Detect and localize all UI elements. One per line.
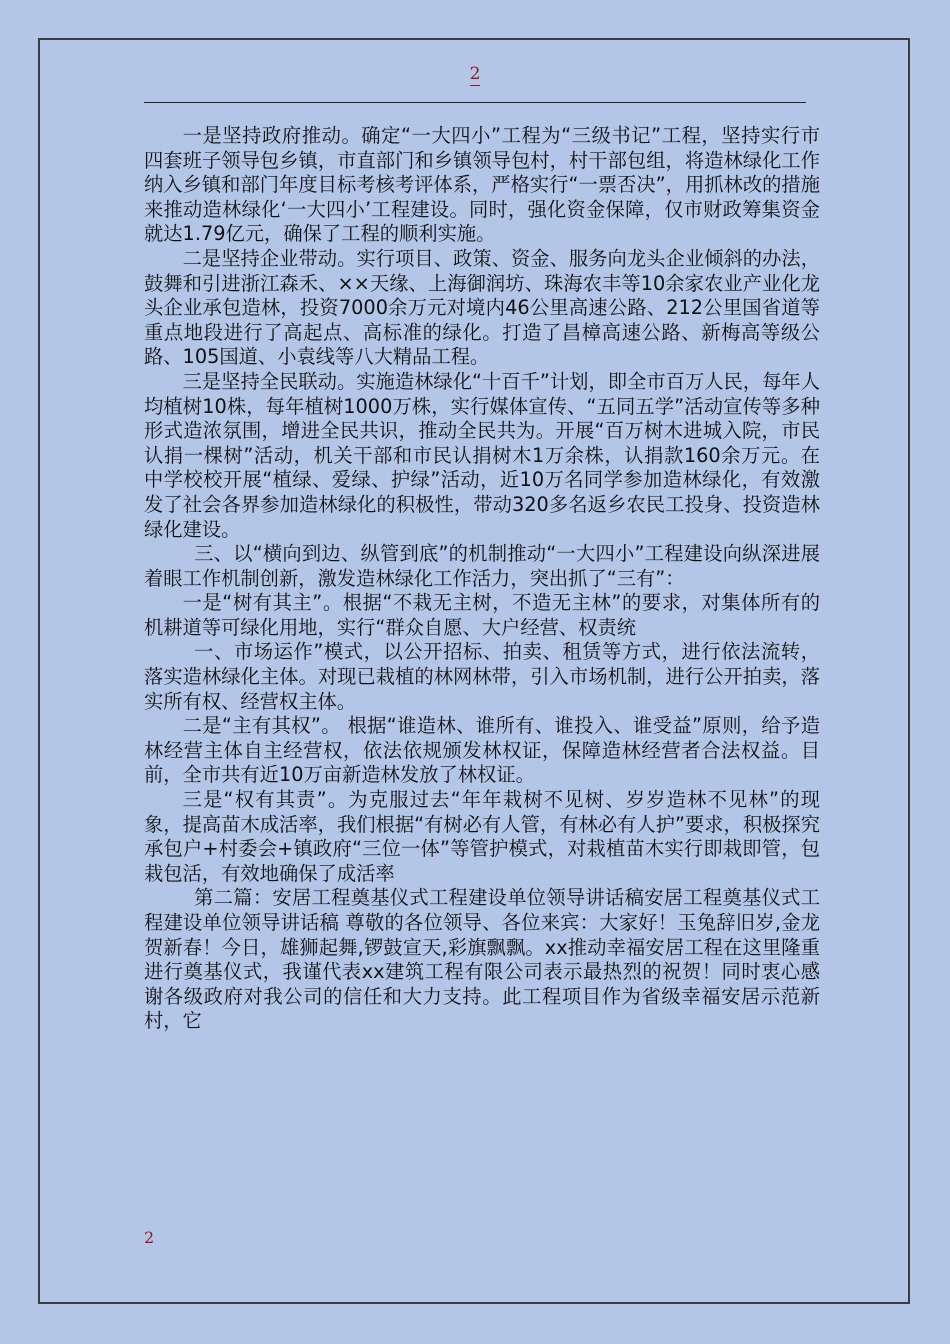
paragraph-market-operation: 一、市场运作”模式，以公开招标、拍卖、租赁等方式，进行依法流转，落实造林绿化主体。对现已栽植的林网林带，引入市场机制，进行公开拍卖，落实所有权、经营权主体。 bbox=[144, 640, 820, 713]
header-page-number-text: 2 bbox=[469, 64, 481, 84]
paragraph-public-linkage: 三是坚持全民联动。实施造林绿化“十百千”计划，即全市百万人民，每年人均植树10株，每年植树1000万株，实行媒体宣传、“五同五学”活动宣传等多种形式造浓氛围，增进全民共识，推动全民共为。开展“百万树木进城入院，市民认捐一棵树”活动，机关干部和市民认捐树木1万余株，认捐款160余万元。在中学校校开展“植绿、爱绿、护绿”活动，近10万名同学参加造林绿化，有效激发了社会各界参加造林绿化的积极性，带动320多名返乡农民工投身、投资造林绿化建设。 bbox=[144, 369, 820, 541]
header-page-number bbox=[0, 64, 950, 84]
paragraph-second-article: 第二篇：安居工程奠基仪式工程建设单位领导讲话稿安居工程奠基仪式工程建设单位领导讲话稿 尊敬的各位领导、各位来宾：大家好！玉兔辞旧岁,金龙贺新春！今日，雄狮起舞,锣鼓宣天,彩旗飘飘。xx推动幸福安居工程在这里隆重进行奠基仪式，我谨代表xx建筑工程有限公司表示最热烈的祝贺！同时衷心感谢各级政府对我公司的信任和大力支持。此工程项目作为省级幸福安居示范新村，它 bbox=[144, 886, 820, 1033]
header-rule bbox=[144, 102, 806, 103]
paragraph-mechanism-section: 三、以“横向到边、纵管到底”的机制推动“一大四小”工程建设向纵深进展着眼工作机制创新，激发造林绿化工作活力，突出抓了“三有”： bbox=[144, 542, 820, 590]
paragraph-tree-has-owner: 一是“树有其主”。根据“不栽无主树，不造无主林”的要求，对集体所有的机耕道等可绿化用地，实行“群众自愿、大户经营、权责统 bbox=[144, 591, 820, 639]
paragraph-enterprise-drive: 二是坚持企业带动。实行项目、政策、资金、服务向龙头企业倾斜的办法，鼓舞和引进浙江森禾、××天缘、上海御润坊、珠海农丰等10余家农业产业化龙头企业承包造林，投资7000余万元对境内46公里高速公路、212公里国省道等重点地段进行了高起点、高标准的绿化。打造了昌樟高速公路、新梅高等级公路、105国道、小袁线等八大精品工程。 bbox=[144, 246, 820, 369]
paragraph-owner-has-right: 二是“主有其权”。 根据“谁造林、谁所有、谁投入、谁受益”原则，给予造林经营主体自主经营权，依法依规颁发林权证，保障造林经营者合法权益。目前，全市共有近10万亩新造林发放了林权证。 bbox=[144, 714, 820, 787]
paragraph-government-push: 一是坚持政府推动。确定“一大四小”工程为“三级书记”工程，坚持实行市四套班子领导包乡镇，市直部门和乡镇领导包村，村干部包组，将造林绿化工作纳入乡镇和部门年度目标考核考评体系，严格实行“一票否决”，用抓林改的措施来推动造林绿化‘一大四小’工程建设。同时，强化资金保障，仅市财政筹集资金就达1.79亿元，确保了工程的顺利实施。 bbox=[144, 124, 820, 246]
document-body bbox=[144, 124, 820, 1034]
paragraph-right-has-duty: 三是“权有其责”。为克服过去“年年栽树不见树、岁岁造林不见林”的现象，提高苗木成活率，我们根据“有树必有人管，有林必有人护”要求，积极探究承包户+村委会+镇政府“三位一体”等管护模式，对栽植苗木实行即栽即管，包栽包活，有效地确保了成活率 bbox=[144, 788, 820, 885]
footer-page-number: 2 bbox=[144, 1228, 155, 1247]
